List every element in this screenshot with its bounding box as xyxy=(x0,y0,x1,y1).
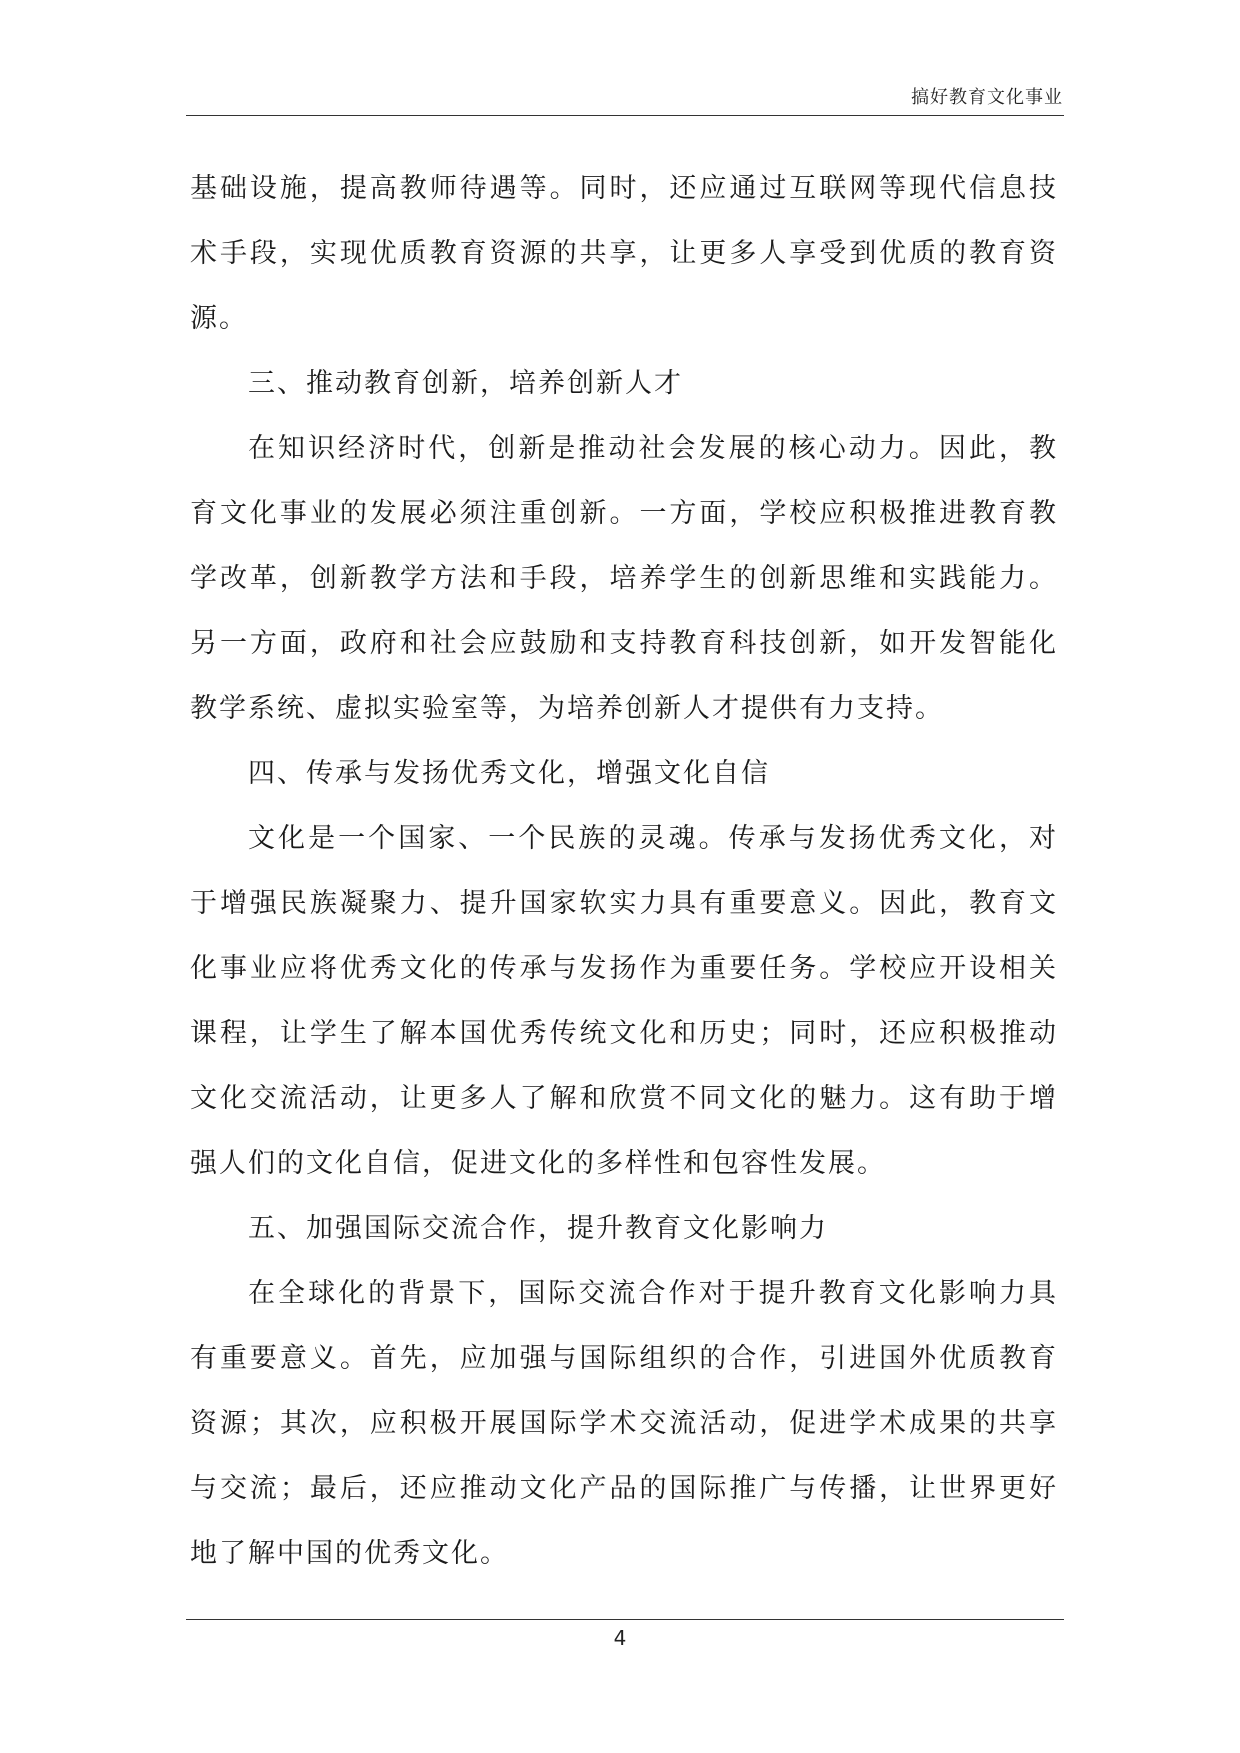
text-line: 源。 xyxy=(190,303,248,334)
section-heading: 五、加强国际交流合作，提升教育文化影响力 xyxy=(248,1213,828,1244)
section-heading: 三、推动教育创新，培养创新人才 xyxy=(248,368,683,399)
text-line: 与交流；最后，还应推动文化产品的国际推广与传播，让世界更好 xyxy=(190,1473,1058,1504)
text-line: 地了解中国的优秀文化。 xyxy=(190,1538,509,1569)
text-line: 文化交流活动，让更多人了解和欣赏不同文化的魅力。这有助于增 xyxy=(190,1083,1058,1114)
section-heading: 四、传承与发扬优秀文化，增强文化自信 xyxy=(248,758,770,789)
text-line: 基础设施，提高教师待遇等。同时，还应通过互联网等现代信息技 xyxy=(190,173,1058,204)
footer-divider xyxy=(186,1619,1064,1620)
text-line: 另一方面，政府和社会应鼓励和支持教育科技创新，如开发智能化 xyxy=(190,628,1058,659)
header-divider xyxy=(186,115,1064,116)
text-line: 学改革，创新教学方法和手段，培养学生的创新思维和实践能力。 xyxy=(190,563,1058,594)
text-line: 教学系统、虚拟实验室等，为培养创新人才提供有力支持。 xyxy=(190,693,944,724)
text-line: 资源；其次，应积极开展国际学术交流活动，促进学术成果的共享 xyxy=(190,1408,1058,1439)
text-line: 有重要意义。首先，应加强与国际组织的合作，引进国外优质教育 xyxy=(190,1343,1058,1374)
text-line: 在知识经济时代，创新是推动社会发展的核心动力。因此，教 xyxy=(248,433,1058,464)
text-line: 在全球化的背景下，国际交流合作对于提升教育文化影响力具 xyxy=(248,1278,1058,1309)
document-body xyxy=(190,156,1058,1586)
text-line: 强人们的文化自信，促进文化的多样性和包容性发展。 xyxy=(190,1148,886,1179)
text-line: 课程，让学生了解本国优秀传统文化和历史；同时，还应积极推动 xyxy=(190,1018,1058,1049)
page-number: 4 xyxy=(613,1626,627,1650)
header-title: 搞好教育文化事业 xyxy=(911,87,1063,108)
text-line: 术手段，实现优质教育资源的共享，让更多人享受到优质的教育资 xyxy=(190,238,1058,269)
text-line: 化事业应将优秀文化的传承与发扬作为重要任务。学校应开设相关 xyxy=(190,953,1058,984)
text-line: 于增强民族凝聚力、提升国家软实力具有重要意义。因此，教育文 xyxy=(190,888,1058,919)
text-line: 文化是一个国家、一个民族的灵魂。传承与发扬优秀文化，对 xyxy=(248,823,1058,854)
text-line: 育文化事业的发展必须注重创新。一方面，学校应积极推进教育教 xyxy=(190,498,1058,529)
